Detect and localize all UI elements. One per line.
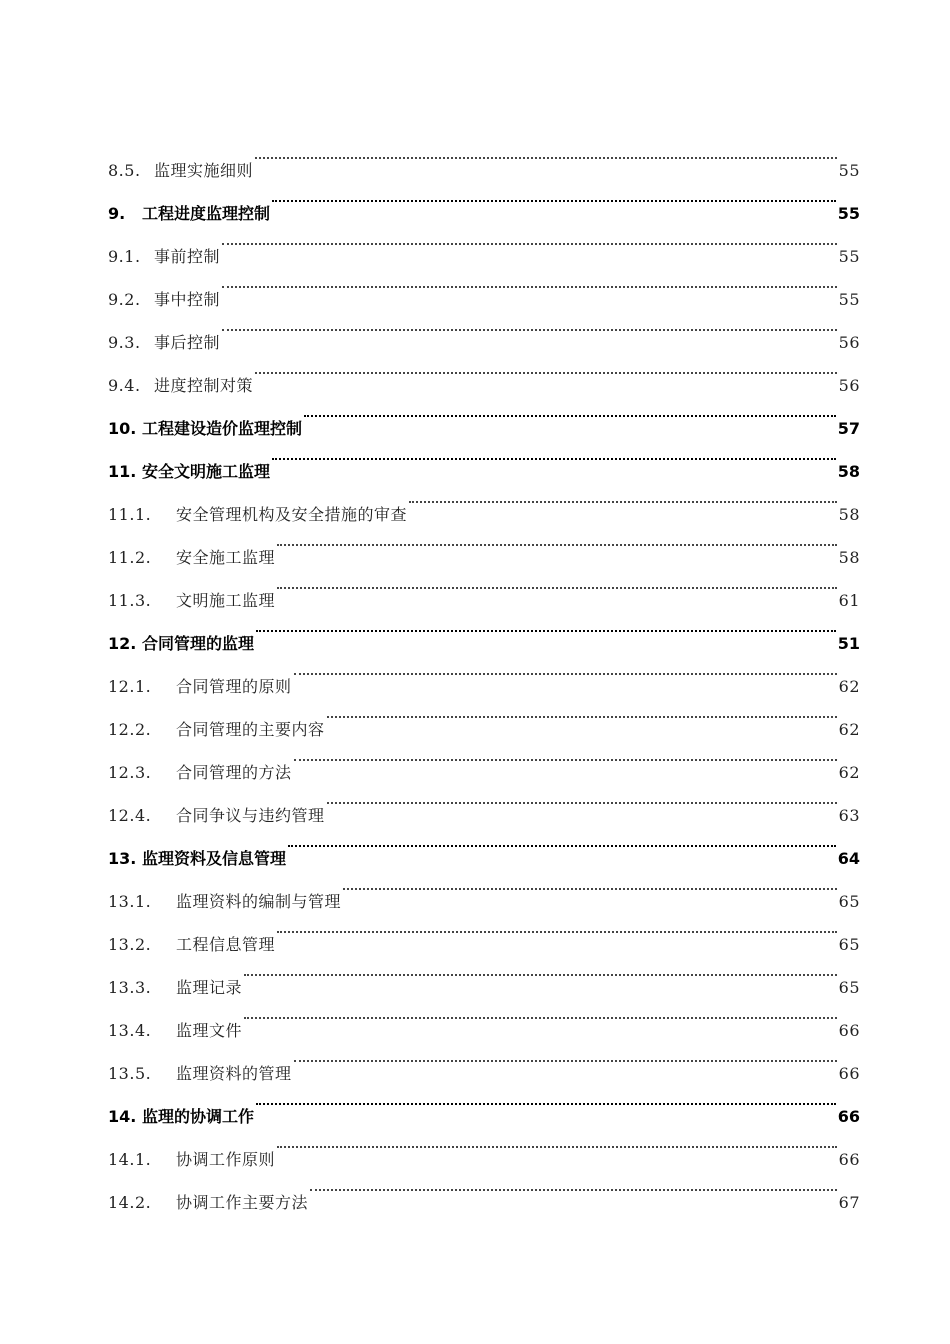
toc-entry-number: 9.: [108, 204, 126, 223]
toc-entry-title: 监理的协调工作: [142, 1107, 255, 1126]
toc-entry-title: 文明施工监理: [176, 591, 276, 610]
toc-entry-number: 8.5.: [108, 161, 141, 180]
toc-dot-leader: [222, 305, 837, 348]
toc-entry-title: 协调工作主要方法: [176, 1193, 309, 1212]
toc-entry-page-number: 55: [837, 204, 860, 223]
toc-entry-title: 协调工作原则: [176, 1150, 276, 1169]
toc-entry-number: 12.1.: [108, 677, 152, 696]
toc-entry-page-number: 65: [838, 892, 860, 911]
toc-entry-number: 11.: [108, 462, 137, 481]
toc-entry-page-number: 65: [838, 935, 860, 954]
toc-entry-number: 12.: [108, 634, 137, 653]
toc-entry-number: 9.3.: [108, 333, 141, 352]
toc-entry-title: 监理记录: [176, 978, 243, 997]
toc-dot-leader: [256, 1079, 836, 1122]
toc-entry[interactable]: [108, 133, 860, 180]
toc-entry[interactable]: [108, 305, 860, 352]
toc-dot-leader: [310, 1165, 837, 1208]
toc-entry-title: 工程建设造价监理控制: [142, 419, 303, 438]
toc-entry-title: 合同管理的主要内容: [176, 720, 325, 739]
toc-dot-leader: [304, 391, 836, 434]
toc-entry-title: 工程进度监理控制: [142, 204, 271, 223]
toc-dot-leader: [277, 563, 837, 606]
toc-entry-title: 监理资料的管理: [176, 1064, 292, 1083]
toc-entry-number: 9.1.: [108, 247, 141, 266]
toc-entry-page-number: 58: [837, 462, 860, 481]
toc-entry-number: 13.4.: [108, 1021, 152, 1040]
toc-entry-page-number: 65: [838, 978, 860, 997]
toc-entry-page-number: 51: [837, 634, 860, 653]
toc-dot-leader: [255, 348, 837, 391]
toc-entry-number: 11.3.: [108, 591, 152, 610]
toc-dot-leader: [272, 434, 836, 477]
toc-entry-number: 13.1.: [108, 892, 152, 911]
toc-dot-leader: [327, 778, 837, 821]
toc-entry-title: 安全管理机构及安全措施的审查: [176, 505, 408, 524]
toc-entry-page-number: 58: [838, 505, 860, 524]
toc-entry-page-number: 55: [838, 290, 860, 309]
toc-entry-number: 14.1.: [108, 1150, 152, 1169]
toc-entry-title: 监理实施细则: [154, 161, 254, 180]
toc-entry-title: 监理资料的编制与管理: [176, 892, 342, 911]
toc-dot-leader: [244, 950, 837, 993]
toc-entry-title: 安全文明施工监理: [142, 462, 271, 481]
toc-entry-page-number: 61: [838, 591, 860, 610]
toc-dot-leader: [294, 735, 837, 778]
toc-entry-title: 事中控制: [154, 290, 221, 309]
toc-entry-page-number: 62: [838, 720, 860, 739]
toc-entry-page-number: 66: [838, 1021, 860, 1040]
toc-entry-number: 11.2.: [108, 548, 152, 567]
toc-entry-title: 监理文件: [176, 1021, 243, 1040]
toc-entry-number: 9.2.: [108, 290, 141, 309]
toc-entry-title: 事后控制: [154, 333, 221, 352]
toc-dot-leader: [272, 176, 836, 219]
toc-entry-page-number: 57: [837, 419, 860, 438]
toc-entry-page-number: 55: [838, 161, 860, 180]
toc-dot-leader: [409, 477, 837, 520]
toc-dot-leader: [294, 1036, 837, 1079]
toc-dot-leader: [244, 993, 837, 1036]
toc-entry-page-number: 58: [838, 548, 860, 567]
toc-dot-leader: [277, 907, 837, 950]
toc-dot-leader: [343, 864, 837, 907]
toc-entry-number: 14.: [108, 1107, 137, 1126]
toc-entry-title: 合同争议与违约管理: [176, 806, 325, 825]
toc-entry-number: 9.4.: [108, 376, 141, 395]
toc-entry-number: 13.3.: [108, 978, 152, 997]
toc-entry-page-number: 62: [838, 677, 860, 696]
toc-entry-title: 合同管理的监理: [142, 634, 255, 653]
toc-entry-number: 13.5.: [108, 1064, 152, 1083]
toc-dot-leader: [222, 219, 837, 262]
toc-entry-title: 事前控制: [154, 247, 221, 266]
toc-entry-title: 安全施工监理: [176, 548, 276, 567]
toc-entry-page-number: 66: [837, 1107, 860, 1126]
toc-entry-number: 14.2.: [108, 1193, 152, 1212]
toc-entry-title: 工程信息管理: [176, 935, 276, 954]
toc-entry-title: 进度控制对策: [154, 376, 254, 395]
toc-entry-page-number: 66: [838, 1150, 860, 1169]
toc-entry-number: 13.2.: [108, 935, 152, 954]
toc-entry-page-number: 63: [838, 806, 860, 825]
toc-entry-number: 11.1.: [108, 505, 152, 524]
toc-dot-leader: [294, 649, 837, 692]
toc-entry-title: 合同管理的原则: [176, 677, 292, 696]
toc-dot-leader: [327, 692, 837, 735]
toc-entry-page-number: 66: [838, 1064, 860, 1083]
toc-entry-page-number: 67: [838, 1193, 860, 1212]
toc-dot-leader: [277, 520, 837, 563]
toc-entry[interactable]: [108, 348, 860, 395]
toc-entry-page-number: 64: [837, 849, 860, 868]
table-of-contents: [108, 133, 860, 1212]
toc-dot-leader: [277, 1122, 837, 1165]
toc-entry-number: 12.2.: [108, 720, 152, 739]
toc-dot-leader: [222, 262, 837, 305]
toc-entry-title: 合同管理的方法: [176, 763, 292, 782]
toc-entry-title: 监理资料及信息管理: [142, 849, 287, 868]
toc-entry-number: 10.: [108, 419, 137, 438]
toc-entry-page-number: 62: [838, 763, 860, 782]
toc-entry-number: 12.4.: [108, 806, 152, 825]
toc-entry-page-number: 56: [838, 333, 860, 352]
toc-entry-number: 12.3.: [108, 763, 152, 782]
toc-dot-leader: [256, 606, 836, 649]
toc-entry-page-number: 55: [838, 247, 860, 266]
toc-entry[interactable]: [108, 262, 860, 309]
toc-entry-page-number: 56: [838, 376, 860, 395]
toc-entry-number: 13.: [108, 849, 137, 868]
toc-dot-leader: [288, 821, 836, 864]
toc-dot-leader: [255, 133, 837, 176]
